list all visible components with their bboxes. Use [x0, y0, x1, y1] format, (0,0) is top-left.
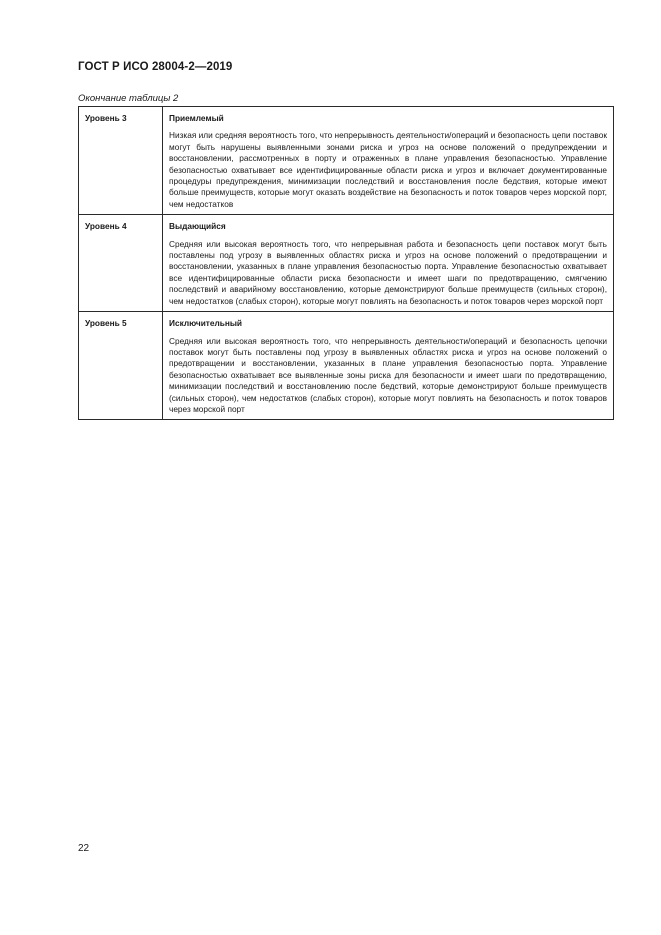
table-row [79, 215, 614, 312]
page-number: 22 [78, 843, 90, 854]
maturity-levels-table [78, 106, 614, 420]
rating-text: Низкая или средняя вероятность того, что непрерывность деятельности/операций и безопасность цепи поставок могут быть нарушены выявленными зонами риска и угроз на основе положений о предупреждении и восстановлении, рассмотренных в порту и отраженных в плане управления безопасностью. Управление безопасностью охватывает все идентифицированные области риска и угроз и включает документированные процедуры предупреждения, минимизации последствий и восстановления после бедствия, которые имеют больше преимуществ, которые могут оказать воздействие на безопасность и поток товаров через морской порт, чем недостатков [169, 130, 607, 209]
document-header: ГОСТ Р ИСО 28004-2—2019 [78, 61, 233, 73]
rating-title: Приемлемый [169, 113, 224, 123]
rating-text: Средняя или высокая вероятность того, что непрерывная работа и безопасность цепи поставок могут быть поставлены под угрозу в выявленных областях риска и угроз на основе положений о предотвращении и восстановлении, указанных в плане управления безопасностью порта. Управление безопасностью охватывает все идентифицированные области риска безопасности и имеет шаги по предотвращению, смягчению последствий и аварийному восстановлению, которые демонстрируют больше преимуществ (сильных сторон), чем недостатков (слабых сторон), которые могут повлиять на безопасность и поток товаров через морской порт [169, 238, 607, 306]
table-caption: Окончание таблицы 2 [78, 93, 179, 104]
rating-title: Выдающийся [169, 221, 226, 232]
rating-text: Средняя или высокая вероятность того, что непрерывность деятельности/операций и безопасность цепочки поставок могут быть поставлены под угрозу в выявленных областях риска и угроз на основе положений о предотвращении и восстановлении, указанных в плане управления безопасностью порта. Управление безопасностью охватывает все выявленные зоны риска для безопасности и имеет шаги по предотвращению, минимизации последствий и восстановлению после бедствий, которые демонстрируют больше преимуществ (сильных сторон), чем недостатков (слабых сторон), которые могут повлиять на безопасность и поток товаров через морской порт [169, 335, 607, 414]
table-row [79, 107, 614, 215]
level-label: Уровень 5 [79, 312, 163, 420]
level-description [163, 107, 614, 215]
rating-title: Исключительный [169, 318, 243, 329]
level-description [163, 312, 614, 420]
level-description [163, 215, 614, 312]
level-label: Уровень 3 [79, 107, 163, 215]
table-row [79, 312, 614, 420]
level-label: Уровень 4 [79, 215, 163, 312]
